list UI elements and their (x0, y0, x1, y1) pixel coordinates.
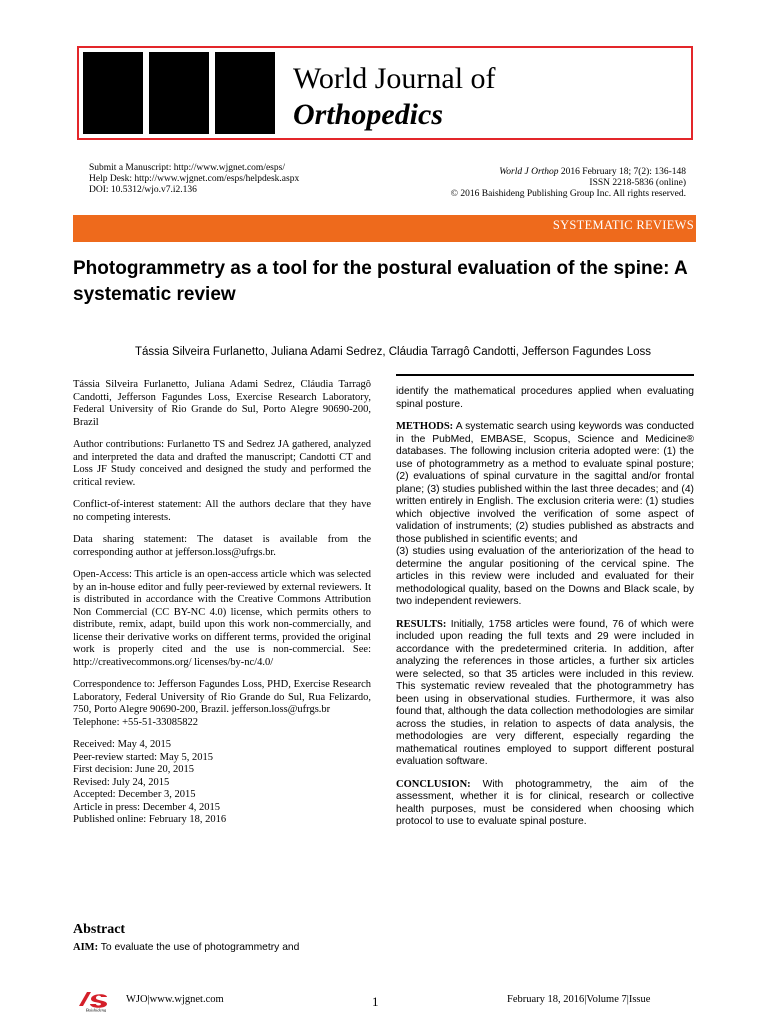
journal-name-line1: World Journal of (293, 62, 496, 95)
abstract-heading: Abstract (73, 922, 126, 937)
citation-text: 2016 February 18; 7(2): 136-148 (558, 167, 686, 177)
footer-issue-info: February 18, 2016|Volume 7|Issue (507, 994, 651, 1005)
results-paragraph (396, 619, 694, 769)
aim-continued: identify the mathematical procedures applied when evaluating spinal posture. (396, 386, 694, 410)
results-label: RESULTS: (396, 618, 447, 630)
issn-text: ISSN 2218-5836 (online) (589, 178, 686, 188)
copyright-text: © 2016 Baishideng Publishing Group Inc. All rights reserved. (450, 189, 686, 199)
helpdesk-link[interactable]: Help Desk: http://www.wjgnet.com/esps/helpdesk.aspx (89, 174, 300, 184)
aim-paragraph (73, 942, 371, 955)
aim-text: To evaluate the use of photogrammetry and (98, 942, 300, 953)
correspondence: Correspondence to: Jefferson Fagundes Loss, PHD, Exercise Research Laboratory, Federal University of Rio Grande do Sul, Rua Felizardo, 750, Porto Alegre 90690-200, Brazil. jefferson.loss@ufrgs.br (73, 679, 371, 715)
journal-abbrev: World J Orthop (499, 167, 559, 177)
conclusion-text: With photogrammetry, the aim of the assessment, whether it is for clinical, research or collective health purposes, must be considered when choosing which protocol to use to evaluate spinal posture. (396, 778, 694, 827)
submit-link[interactable]: Submit a Manuscript: http://www.wjgnet.com/esps/ (89, 163, 285, 173)
methods-paragraph (396, 421, 694, 546)
header-block (149, 52, 209, 134)
methods-paragraph-2: (3) studies using evaluation of the anteriorization of the head to determine the angular positioning of the cervical spine. The articles in this review were included and evaluated for their methodological quality, based on the Downs and Black scale, by two independent reviewers. (396, 546, 694, 607)
footer-journal-link[interactable]: WJO|www.wjgnet.com (126, 994, 224, 1005)
conclusion-label: CONCLUSION: (396, 778, 471, 790)
results-text: Initially, 1758 articles were found, 76 of which were included upon reading the full texts and 29 were included in accordance with the predetermined criteria. In addition, after analyzing the references in those articles, a further six articles were selected, so that 35 articles were included in this review. This systematic review revealed that the photogrammetry has been using in observational studies. Furthermore, it was also found that, although the data collection methodologies are similar across the studies, in relation to aspects of data analysis, the methodologies are very different, especially regarding the mathematical routines employed to support different postural evaluation software. (396, 618, 694, 767)
authors-line: Tássia Silveira Furlanetto, Juliana Adami Sedrez, Cláudia Tarragô Candotti, Jefferson Fagundes Loss (134, 346, 652, 358)
citation-line (451, 167, 686, 178)
header-block (215, 52, 275, 134)
right-column (396, 374, 694, 839)
header-block (83, 52, 143, 134)
affiliation: Tássia Silveira Furlanetto, Juliana Adami Sedrez, Cláudia Tarragô Candotti, Jefferson Fagundes Loss, Exercise Research Laboratory, Federal University of Rio Grande do Sul, Porto Alegre 90690-200, Brazil (73, 379, 371, 428)
telephone: Telephone: +55-51-33085822 (73, 716, 199, 728)
methods-label: METHODS: (396, 421, 454, 432)
section-banner (73, 215, 696, 242)
date-peer-review: Peer-review started: May 5, 2015 (73, 751, 214, 763)
date-first-decision: First decision: June 20, 2015 (73, 764, 195, 775)
conflict-statement: Conflict-of-interest statement: All the authors declare that they have no competing interests. (73, 499, 371, 523)
conclusion-paragraph (396, 779, 694, 829)
citation-info (451, 167, 686, 200)
aim-label: AIM: (73, 942, 99, 953)
date-received: Received: May 4, 2015 (73, 739, 171, 750)
article-dates (73, 739, 371, 827)
publisher-logo-icon (77, 990, 115, 1012)
date-published: Published online: February 18, 2016 (73, 814, 227, 825)
section-label: SYSTEMATIC REVIEWS (552, 218, 694, 232)
journal-header (77, 46, 693, 140)
paper-title: Photogrammetry as a tool for the postural evaluation of the spine: A systematic review (73, 258, 688, 305)
data-sharing-statement: Data sharing statement: The dataset is available from the corresponding author at jefferson.loss@ufrgs.br. (73, 534, 371, 558)
page-number: 1 (372, 994, 379, 1009)
open-access-statement: Open-Access: This article is an open-access article which was selected by an in-house editor and fully peer-reviewed by external reviewers. It is distributed in accordance with the Creative Commons Attribution Non Commercial (CC BY-NC 4.0) license, which permits others to distribute, remix, adapt, build upon this work non-commercially, and license their derivative works on different terms, provided the original work is properly cited and the use is non-commercial. See: http://creativecommons.org/ licenses/by-nc/4.0/ (73, 569, 371, 668)
left-column (73, 379, 371, 827)
author-contributions: Author contributions: Furlanetto TS and Sedrez JA gathered, analyzed and interpreted the data and drafted the manuscript; Candotti CT and Loss JF Study conceived and designed the study and performed the critical review. (73, 439, 371, 488)
logo-wordmark: Baishideng (85, 1007, 107, 1012)
submission-info (89, 163, 299, 196)
date-revised: Revised: July 24, 2015 (73, 776, 170, 788)
journal-name-line2: Orthopedics (293, 98, 443, 131)
doi-text: DOI: 10.5312/wjo.v7.i2.136 (89, 185, 197, 195)
methods-text: A systematic search using keywords was conducted in the PubMed, EMBASE, Scopus, Science and Medicine® databases. The following inclusion criteria adopted were: (1) the use of photogrammetry as a method to evaluate spinal posture; (2) evaluations of spinal curvature in the sagittal and/or frontal plane; (3) studies published within the last three decades; and (4) written entirely in English. The exclusion criteria were: (1) studies which objective involved the verification of some aspect of validation of instruments; (2) studies published as abstracts and those published in scientific events; and (396, 421, 694, 545)
date-accepted: Accepted: December 3, 2015 (73, 789, 196, 800)
date-in-press: Article in press: December 4, 2015 (73, 801, 220, 813)
